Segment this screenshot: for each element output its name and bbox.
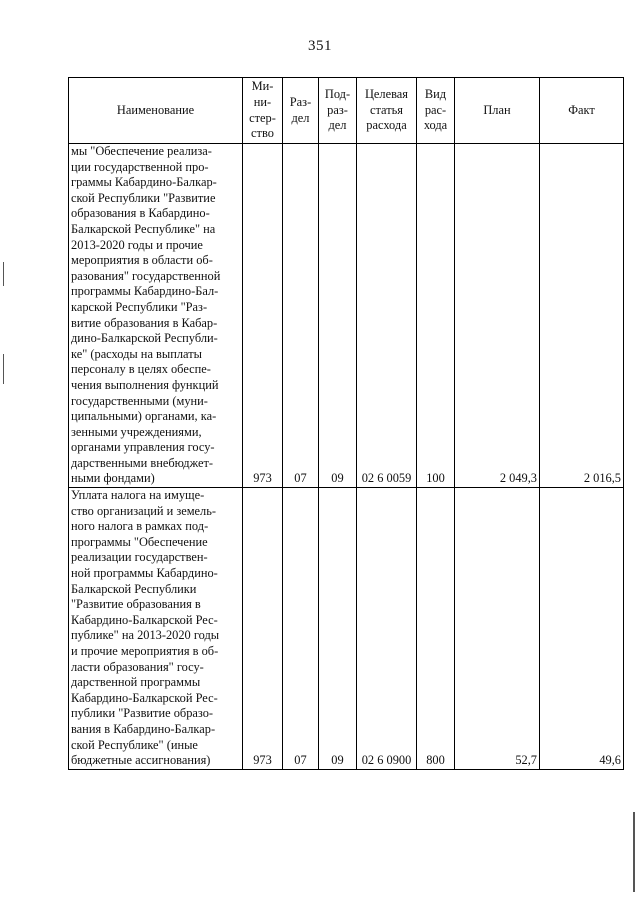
- row-section: 07: [283, 488, 319, 770]
- header-ministry: Ми- ни- стер- ство: [243, 78, 283, 144]
- row-subsection: 09: [319, 144, 357, 488]
- row-expense-type: 100: [417, 144, 455, 488]
- row-section: 07: [283, 144, 319, 488]
- table-row: [69, 488, 624, 770]
- table-row: [69, 144, 624, 488]
- row-ministry: 973: [243, 144, 283, 488]
- row-plan: 2 049,3: [455, 144, 540, 488]
- header-subsection: Под- раз- дел: [319, 78, 357, 144]
- row-fact: 2 016,5: [540, 144, 624, 488]
- header-target-item: Целевая статья расхода: [357, 78, 417, 144]
- row-plan: 52,7: [455, 488, 540, 770]
- header-section: Раз- дел: [283, 78, 319, 144]
- table-header-row: [69, 78, 624, 144]
- row-name: мы "Обеспечение реализа- ции государственной про- граммы Кабардино-Балкар- ской Республики "Развитие образования в Кабардино- Балкарской Республике" на 2013-2020 годы и прочие мероприятия в области об- разования" государственной программы Кабардино-Бал- карской Республики "Раз- витие образования в Кабар- дино-Балкарской Республи- ке" (расходы на выплаты персоналу в целях обеспе- чения выполнения функций государственными (муни- ципальными) органами, ка- зенными учреждениями, органами управления госу- дарственными внебюджет- ными фондами): [69, 144, 243, 488]
- header-expense-type: Вид рас- хода: [417, 78, 455, 144]
- row-name: Уплата налога на имуще- ство организаций и земель- ного налога в рамках под- программы "Обеспечение реализации государствен- ной программы Кабардино- Балкарской Республики "Развитие образования в Кабардино-Балкарской Рес- публике" на 2013-2020 годы и прочие мероприятия в об- ласти образования" госу- дарственной программы Кабардино-Балкарской Рес- публики "Развитие образо- вания в Кабардино-Балкар- ской Республике" (иные бюджетные ассигнования): [69, 488, 243, 770]
- header-fact: Факт: [540, 78, 624, 144]
- row-subsection: 09: [319, 488, 357, 770]
- row-ministry: 973: [243, 488, 283, 770]
- scan-edge-mark: [633, 812, 635, 892]
- budget-table: [68, 77, 624, 770]
- page-number: 351: [308, 38, 332, 54]
- row-target-item: 02 6 0900: [357, 488, 417, 770]
- row-expense-type: 800: [417, 488, 455, 770]
- scan-edge-mark: [3, 354, 4, 384]
- scan-edge-mark: [3, 262, 4, 286]
- row-fact: 49,6: [540, 488, 624, 770]
- header-name: Наименование: [69, 78, 243, 144]
- header-plan: План: [455, 78, 540, 144]
- row-target-item: 02 6 0059: [357, 144, 417, 488]
